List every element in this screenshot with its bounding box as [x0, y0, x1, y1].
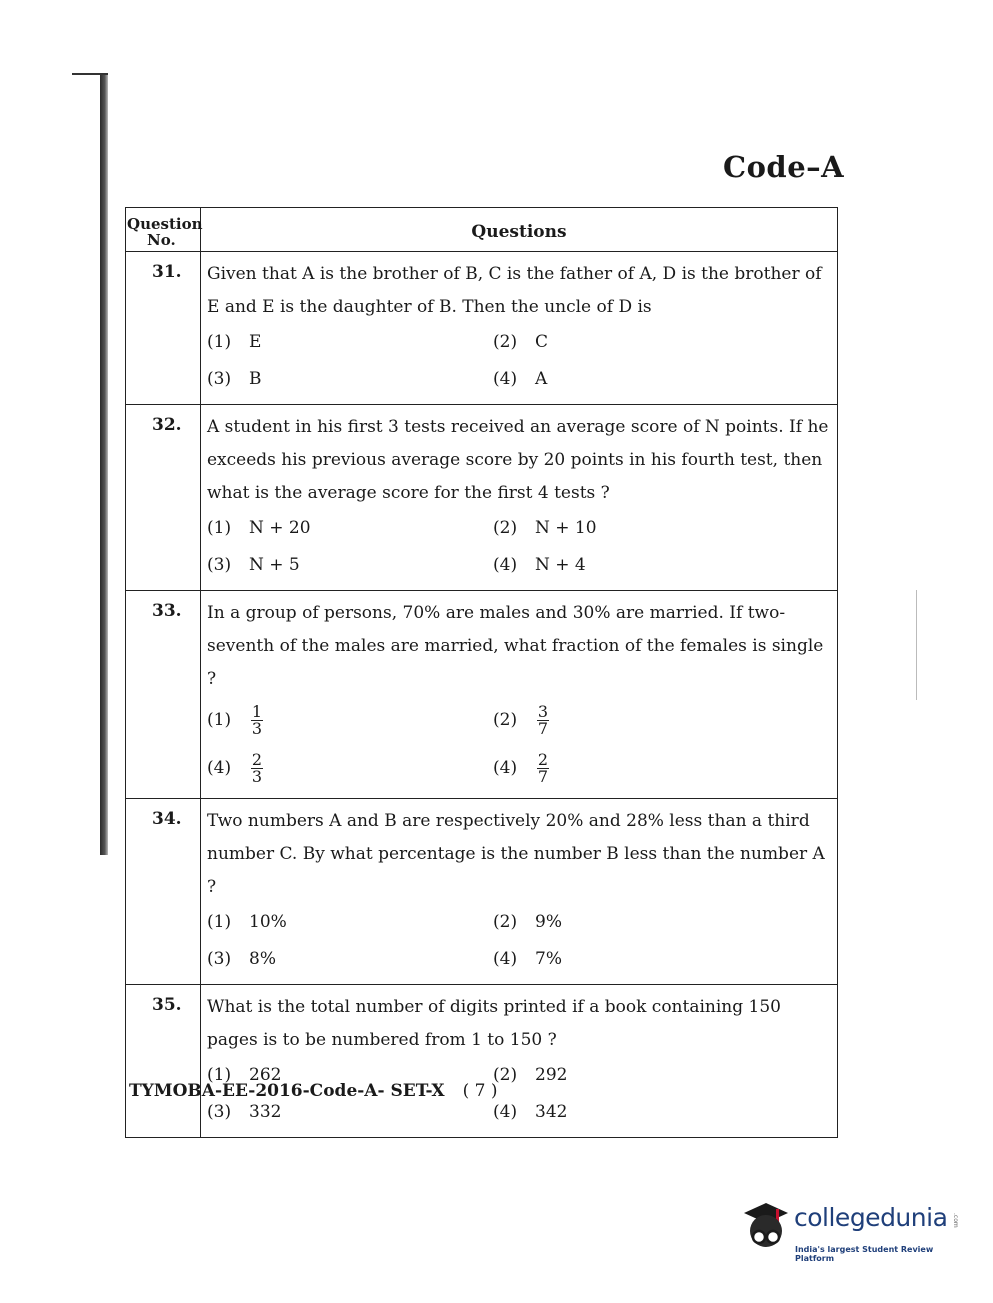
option: (3) N + 5 [207, 555, 300, 575]
question-number: 33. [126, 591, 201, 798]
margin-rule [100, 75, 108, 855]
option: (1) 262 [207, 1065, 282, 1085]
option: (4) N + 4 [493, 555, 586, 575]
question-table [125, 207, 838, 1138]
question-number: 34. [126, 799, 201, 984]
student-mascot-icon [738, 1195, 794, 1259]
option: (4) $\frac{2}{3}$ [207, 750, 263, 786]
question-text: In a group of persons, 70% are males and 30% are married. If two-seventh of the males are married, what fraction of the females is single ? [207, 603, 824, 689]
paper-code-title: Code–A [723, 150, 845, 184]
col-question-no-header: Question No. [126, 208, 201, 251]
col-questions-header: Questions [471, 222, 567, 242]
page-number: ( 7 ) [462, 1081, 498, 1101]
question-text: What is the total number of digits printed if a book containing 150 pages is to be numbered from 1 to 150 ? [207, 997, 781, 1050]
question-row [126, 798, 837, 984]
question-text: Given that A is the brother of B, C is the father of A, D is the brother of E and E is the daughter of B. Then the uncle of D is [207, 264, 822, 317]
option: (1) 10% [207, 912, 287, 932]
question-text: A student in his first 3 tests received an average score of N points. If he exceeds his previous average score by 20 points in his fourth test, then what is the average score for the first 4 tests ? [207, 417, 829, 503]
option: (2) N + 10 [493, 518, 597, 538]
option: (3) 332 [207, 1102, 282, 1122]
options [207, 510, 831, 584]
question-number: 31. [126, 252, 201, 404]
question-row [126, 984, 837, 1137]
options [207, 696, 831, 792]
option: (4) 7% [493, 949, 562, 969]
collegedunia-watermark-logo [738, 1195, 963, 1265]
options [207, 904, 831, 978]
fraction: $\frac{1}{3}$ [251, 702, 263, 738]
fraction: $\frac{2}{7}$ [537, 750, 549, 786]
question-text: Two numbers A and B are respectively 20% and 28% less than a third number C. By what percentage is the number B less than the number A ? [207, 811, 825, 897]
margin-mark-right [916, 590, 917, 700]
option: (3) B [207, 369, 262, 389]
option: (2) $\frac{3}{7}$ [493, 702, 549, 738]
option: (1) $\frac{1}{3}$ [207, 702, 263, 738]
question-number: 32. [126, 405, 201, 590]
table-header [126, 208, 837, 251]
option: (1) N + 20 [207, 518, 311, 538]
option: (2) 9% [493, 912, 562, 932]
question-number: 35. [126, 985, 201, 1137]
brand-tagline: India's largest Student Review Platform [795, 1245, 934, 1263]
brand-domain: .com [952, 1213, 959, 1228]
option: (3) 8% [207, 949, 276, 969]
brand-name: collegedunia [794, 1203, 948, 1232]
option: (1) E [207, 332, 262, 352]
page-footer [129, 1081, 497, 1101]
footer-paper-code: TYMOBA-EE-2016-Code-A- SET-X [129, 1081, 445, 1101]
option: (4) A [493, 369, 548, 389]
fraction: $\frac{3}{7}$ [537, 702, 549, 738]
option: (4) 342 [493, 1102, 568, 1122]
question-row [126, 590, 837, 798]
option: (2) 292 [493, 1065, 568, 1085]
options [207, 324, 831, 398]
option: (2) C [493, 332, 549, 352]
fraction: $\frac{2}{3}$ [251, 750, 263, 786]
question-row [126, 404, 837, 590]
question-row [126, 251, 837, 404]
option: (4) $\frac{2}{7}$ [493, 750, 549, 786]
